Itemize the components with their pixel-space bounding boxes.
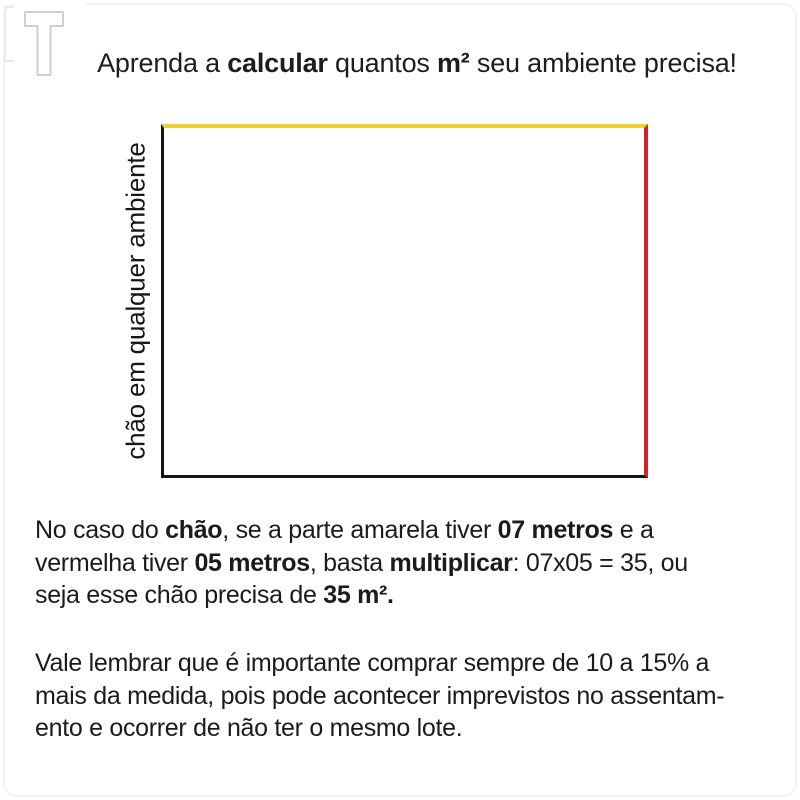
page-title: Aprenda a calcular quantos m² seu ambiente precisa! [97,48,737,78]
floor-label: chão em qualquer ambiente [120,142,151,460]
calculation-paragraph: No caso do chão, se a parte amarela tiver 07 metros e a vermelha tiver 05 metros, basta multiplicar: 07x05 = 35, ou seja esse chão precisa de 35 m². [35,516,688,609]
floor-rectangle [161,124,648,478]
advice-paragraph: Vale lembrar que é importante comprar sempre de 10 a 15% a mais da medida, pois pode acontecer imprevistos no assentam- ento e ocorrer de não ter o mesmo lote. [35,649,725,742]
floor-label-wrap [112,124,160,478]
